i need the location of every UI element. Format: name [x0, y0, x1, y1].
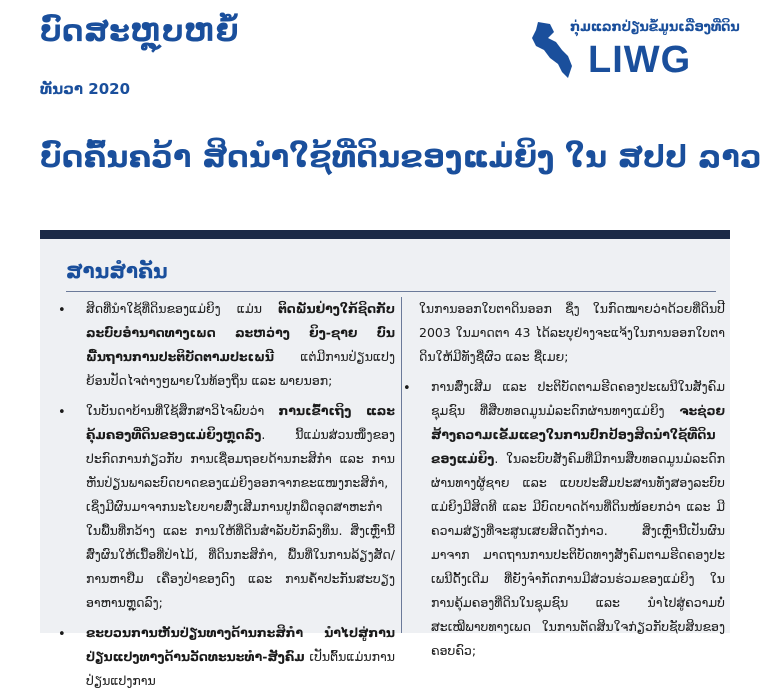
left-column [50, 297, 395, 699]
item-text: ການສົ່ງເສີມ ແລະ ປະຕິບັດຕາມຮີດຄອງປະເພນີໃນສັງຄົມຊຸມຊົນ ທີ່ສືບທອດມູນມໍລະດົກຜ່ານທາງແມ່ຍິງ [431, 379, 725, 418]
item-text: . ນີ້ແມ່ນສ່ວນໜຶ່ງຂອງ ປະກົດການກ່ຽວກັບ ການເຊື່ອມຖອຍດ້ານກະສິກຳ ແລະ ການຫັນປ່ຽນພາລະບົດບາດຂອງແມ່ຍິງອອກຈາກຂະແໜງກະສິກຳ, ເຊິ່ງມີຜົນມາຈາກນະໂຍບາຍສົ່ງເສີມການປູກພືດອຸດສາຫະກຳ ໃນພື້ນທີ່ກວ້າງ ແລະ ການໃຫ້ທີ່ດິນສຳລັບບັກລົງທຶນ. ສິ່ງເຫຼົ່ານີ້ສົ່ງຜົນໃຫ້ເນື້ອທີ່ປ່າໄມ້, ທີ່ດິນກະສິກຳ, ພື້ນທີ່ໃນການລ້ຽງສັດ/ການຫາຢືມ ເຄື່ອງປ່າຂອງດົງ ແລະ ການຄ້ຳປະກັນສະບຽງອາຫານຫຼຸດລົງ; [86, 427, 395, 610]
logo-name: LIWG [588, 39, 692, 81]
item-text: ສິດທີ່ນຳໃຊ້ທີ່ດິນຂອງແມ່ຍິງ ແມ່ນ [86, 301, 279, 316]
logo-subtitle: ກຸ່ມແລກປ່ຽນຂໍ້ມູນເລື່ອງທີ່ດິນ [570, 20, 740, 35]
doc-type: ບົດສະຫຼຸບຫຍໍ້ [40, 14, 239, 49]
list-item [50, 399, 395, 615]
key-messages-panel [40, 239, 730, 688]
item-text: . ໃນລະບົບສັງຄົມທີ່ມີການສືບທອດມູນມໍລະດົກຜ່ານທາງຜູ້ຊາຍ ແລະ ແບບປະສົມປະສານທັງສອງລະບົບ ແມ່ຍິງມີສິດທີ ແລະ ມີບົດບາດດ້ານທີ່ດິນໜ້ອຍກວ່າ ແລະ ມີຄວາມສ່ຽງທີ່ຈະສູນເສຍສິດດັ່ງກ່າວ. ສິ່ງເຫຼົ່ານີ້ເປັນຜົນມາຈາກ ມາດຖານການປະຕິບັດທາງສັງຄົມຕາມຮີດຄອງປະເພນີດັ້ງເດີມ ທີ່ຍັງຈຳກັດການມີສ່ວນຮ່ວມຂອງແມ່ຍິງ ໃນການຄຸ້ມຄອງທີ່ດິນໃນຊຸມຊົນ ແລະ ນຳໄປສູ່ຄວາມບໍ່ສະເໝີພາບທາງເພດ ໃນການຕັດສິນໃຈກ່ຽວກັບຊັບສິນຂອງຄອບຄົວ; [431, 451, 725, 658]
list-item [50, 297, 395, 393]
list-item [395, 375, 725, 663]
bullet-icon: • [403, 381, 411, 396]
liwg-logo [528, 20, 740, 81]
item-text: ໃນບັນດາບ້ານທີ່ໃຊ້ສຶກສາວິໄຈພົບວ່າ [86, 403, 279, 418]
item-text-bold: ຈະຊ່ວຍສ້າງຄວາມເຂັ້ມແຂງໃນການປົກປ້ອງສິດນຳໃຊ້ທີ່ດິນຂອງແມ່ຍິງ [431, 403, 725, 466]
bullet-icon: • [58, 405, 66, 420]
item-text: ເປັນຕົ້ນແມ່ນການປ່ຽນແປງການ [86, 649, 395, 688]
section-title: ສານສຳຄັນ [66, 259, 168, 283]
item-text: ແຕ່ມີການປ່ຽນແປງ ຍ້ອນປັດໄຈຕ່າງໆພາຍໃນທ້ອງຖິ່ນ ແລະ ພາຍນອກ; [86, 349, 395, 388]
list-item [50, 621, 395, 693]
right-column [395, 297, 725, 669]
doc-title: ບົດຄົ້ນຄວ້າ ສິດນຳໃຊ້ທີ່ດິນຂອງແມ່ຍິງ ໃນ ສປປ ລາວ [40, 140, 762, 175]
item-text-bold: ຕິດພັນຢ່າງໃກ້ຊິດກັບລະບົບອຳນາດທາງເພດ ລະຫວ່າງ ຍິງ-ຊາຍ ບົນພື້ນຖານການປະຕິບັດຕາມປະເພນີ [86, 301, 395, 364]
top-rule [40, 230, 730, 239]
bullet-icon: • [58, 627, 66, 642]
continued-text: ໃນການອອກໃບຕາດິນອອກ ຊຶ່ງ ໃນກົດໝາຍວ່າດ້ວຍທີ່ດິນປີ 2003 ໃນມາດຕາ 43 ໄດ້ລະບຸຢ່າງຈະແຈ້ງໃນການອອກໃບຕາດິນໃຫ້ມີທັງຊື່ຜົວ ແລະ ຊື່ເມຍ; [419, 301, 725, 364]
item-text-bold: ການເຂົ້າເຖິງ ແລະ ຄຸ້ມຄອງທີ່ດິນຂອງແມ່ຍິງຫຼຸດລົງ [86, 403, 395, 442]
item-text-bold: ຂະບວນການຫັນປ່ຽນທາງດ້ານກະສິກຳ ນຳໄປສູ່ການປ່ຽນແປງທາງດ້ານວັດທະນະທຳ-ສັງຄົມ [86, 625, 395, 664]
bullet-icon: • [58, 303, 66, 318]
doc-date: ທັນວາ 2020 [40, 80, 131, 98]
section-rule [66, 291, 716, 292]
